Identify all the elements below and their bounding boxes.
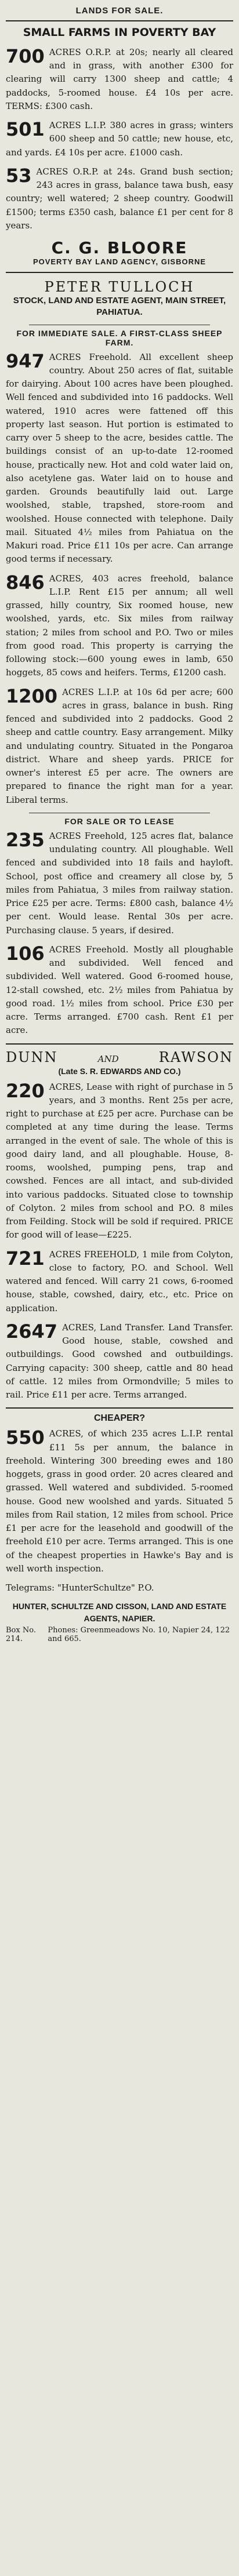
- acreage-number: 501: [6, 118, 45, 140]
- firm-bloore-block: [6, 238, 233, 266]
- ads-group-c: [6, 829, 233, 1038]
- listing-ad: [6, 1321, 233, 1402]
- telegrams-line: Telegrams: "HunterSchultze" P.O.: [6, 1582, 154, 1593]
- section-heading: LANDS FOR SALE.: [75, 6, 164, 16]
- listing-text: ACRES Freehold. Mostly all ploughable and subdivided. Well fenced and subdivided. Well watered. Good 6-roomed house, 12-stall cowshed, etc. 2½ miles from Pahiatua by good road. 1½ miles from school. Price £30 per acre. Terms arranged. £700 cash. Rent £1 per acre.: [6, 944, 233, 1036]
- ads-group-e: [6, 1427, 233, 1576]
- main-heading: SMALL FARMS IN POVERTY BAY: [23, 26, 216, 39]
- firm-ampersand: AND: [97, 1053, 119, 1064]
- divider: [6, 20, 233, 21]
- divider: [6, 1043, 233, 1045]
- firm-name: PETER TULLOCH: [44, 279, 195, 295]
- listing-ad: [6, 46, 233, 113]
- listing-text: ACRES Freehold, 125 acres flat, balance undulating country. All ploughable. Well fenced and subdivided into 18 fails and hayloft. School, post office and creamery all close by, 5 miles from Pahiatua, 3 miles from railway station. Price £25 per acre. Terms: £800 cash, balance 4½ per cent. Would lease. Rental 30s per acre. Purchasing clause. 5 years, if desired.: [6, 830, 233, 936]
- listing-ad: [6, 572, 233, 680]
- listing-text: ACRES O.R.P. at 24s. Grand bush section; 243 acres in grass, balance tawa bush, easy country; well watered; 2 sheep country. Goodwill £1500; terms £350 cash, balance £1 per cent for 8 years.: [6, 166, 233, 231]
- listing-ad: [6, 1248, 233, 1315]
- listing-text: ACRES, Land Transfer. Land Transfer. Good house, stable, cowshed and outbuildings. Good cowshed and outbuildings. Carrying capacity: 300 sheep, cattle and 80 head of cattle. 12 miles from Ormondville; 5 miles to rail. Price £11 per acre. Terms arranged.: [6, 1322, 233, 1400]
- divider: [6, 272, 233, 273]
- listing-ad: [6, 1427, 233, 1576]
- for-sale-heading: FOR SALE OR TO LEASE: [64, 816, 175, 826]
- firm-name: C. G. BLOORE: [51, 238, 188, 257]
- firm-name-left: DUNN: [6, 1049, 58, 1065]
- acreage-number: 846: [6, 571, 45, 594]
- firm-subtitle: POVERTY BAY LAND AGENCY, GISBORNE: [32, 257, 207, 266]
- acreage-number: 53: [6, 164, 32, 187]
- sale-heading: FOR IMMEDIATE SALE. A FIRST-CLASS SHEEP FARM.: [16, 328, 223, 347]
- footer-telegrams: [6, 1581, 233, 1595]
- listing-ad: [6, 351, 233, 566]
- listing-text: ACRES FREEHOLD, 1 mile from Colyton, close to factory, P.O. and School. Well watered and fenced. Will carry 21 cows, 6-roomed house, stable, cowshed, dairy, etc., etc. Price on application.: [6, 1249, 233, 1314]
- listing-ad: [6, 686, 233, 807]
- acreage-number: 235: [6, 828, 45, 851]
- firm-tagline: STOCK, LAND AND ESTATE AGENT, MAIN STREET, PAHIATUA.: [13, 296, 226, 318]
- phone-numbers: Phones: Greenmeadows No. 10, Napier 24, 122 and 665.: [48, 1626, 230, 1644]
- listing-text: ACRES, Lease with right of purchase in 5 years, and 3 months. Rent 25s per acre, right to purchase at £25 per acre. Purchase can be completed at any time during the lease. Terms arranged in the event of sale. The whole of this is good dairy land, and all ploughable. House, 8-rooms, woolshed, pumping pens, trap and cowshed. Fences are all intact, and sub-divided into various paddocks. Situated close to township of Colyton. 2 miles from school and P.O. 8 miles from Feilding. Stock will be sold if required. PRICE for good will of lease—£225.: [6, 1081, 233, 1240]
- listing-text: ACRES L.I.P. 380 acres in grass; winters 600 sheep and 50 cattle; new house, etc, and yards. £4 10s per acre. £1000 cash.: [6, 120, 233, 158]
- ads-group-a: [6, 46, 233, 232]
- acreage-number: 106: [6, 942, 45, 965]
- listing-text: ACRES Freehold. All excellent sheep country. About 250 acres of flat, suitable for dairying. About 100 acres have been ploughed. Well fenced and subdivided into 16 paddocks. Well watered, 1910 acres were fattened off this property last season. Hut portion is estimated to carry over 5 sheep to the acre, besides cattle. The buildings consist of an up-to-date 12-roomed house, practically new. Hot and cold water laid on, also acetylene gas. Water laid on to house and garden. Grounds beautifully laid out. Large woolshed, stable, trapshed, store-room and woolshed. House connected with telephone. Daily mail. Situated 4½ miles from Pahiatua on the Makuri road. Price £11 10s per acre. Can arrange good terms if necessary.: [6, 351, 233, 565]
- acreage-number: 220: [6, 1079, 45, 1102]
- divider: [6, 1407, 233, 1409]
- listing-ad: [6, 165, 233, 232]
- firm-dunn-rawson-header: [6, 1049, 233, 1065]
- firm-tulloch-block: [6, 279, 233, 319]
- listing-ad: [6, 119, 233, 159]
- firm-name-right: RAWSON: [158, 1049, 233, 1065]
- ads-group-b: [6, 351, 233, 807]
- listing-text: ACRES L.I.P. at 10s 6d per acre; 600 acres in grass, balance in bush. Ring fenced and subdivided into 2 paddocks. Good 2 sheep and cattle country. Easy arrangement. Milky and undulating country. Situated in the Pongaroa district. Whare and sheep yards. PRICE for owner's interest £5 per acre. The owners are prepared to finance the right man for a year. Liberal terms.: [6, 686, 233, 805]
- acreage-number: 947: [6, 350, 45, 372]
- acreage-number: 700: [6, 45, 45, 67]
- box-number: Box No. 214.: [6, 1626, 36, 1644]
- footer-contact-row: [6, 1626, 233, 1643]
- acreage-number: 550: [6, 1427, 45, 1449]
- acreage-number: 1200: [6, 685, 58, 707]
- listing-text: ACRES, of which 235 acres L.I.P. rental £11 5s per annum, the balance in freehold. Wintering 300 breeding ewes and 180 hoggets, grass in good order. 20 acres cleared and grassed. Well watered and subdivided. 5-roomed house. Good new woolshed and yards. Situated 5 miles from Rail station, 12 miles from school. Price £1 per acre for the leasehold and goodwill of the freehold £10 per acre. Terms arranged. This is one of the cheapest properties in Hawke's Bay and is well worth inspection.: [6, 1428, 233, 1574]
- listing-text: ACRES, 403 acres freehold, balance L.I.P. Rent £15 per annum; all well grassed, hilly country, Six roomed house, new woolshed, yards, etc. Six miles from railway station; 2 miles from school and P.O. Two or miles from good road. This property is carrying the following stock:—600 young ewes in lamb, 650 hoggets, 85 cows and heifers. Terms, £1200 cash.: [6, 573, 233, 678]
- footer-firm-name: HUNTER, SCHULTZE AND CISSON, LAND AND ESTATE AGENTS, NAPIER.: [12, 1602, 227, 1624]
- firm-subtitle: (Late S. R. EDWARDS AND CO.): [58, 1066, 181, 1076]
- acreage-number: 2647: [6, 1320, 58, 1342]
- listing-ad: [6, 943, 233, 1038]
- cheaper-heading: CHEAPER?: [93, 1413, 145, 1424]
- listing-ad: [6, 1080, 233, 1242]
- listing-ad: [6, 829, 233, 937]
- ads-group-d: [6, 1080, 233, 1402]
- listing-text: ACRES O.R.P. at 20s; nearly all cleared and in grass, with another £300 for clearing will carry 1300 sheep and cattle; 4 paddocks, 5-roomed house. £4 10s per acre. TERMS: £300 cash.: [6, 46, 233, 111]
- acreage-number: 721: [6, 1247, 45, 1269]
